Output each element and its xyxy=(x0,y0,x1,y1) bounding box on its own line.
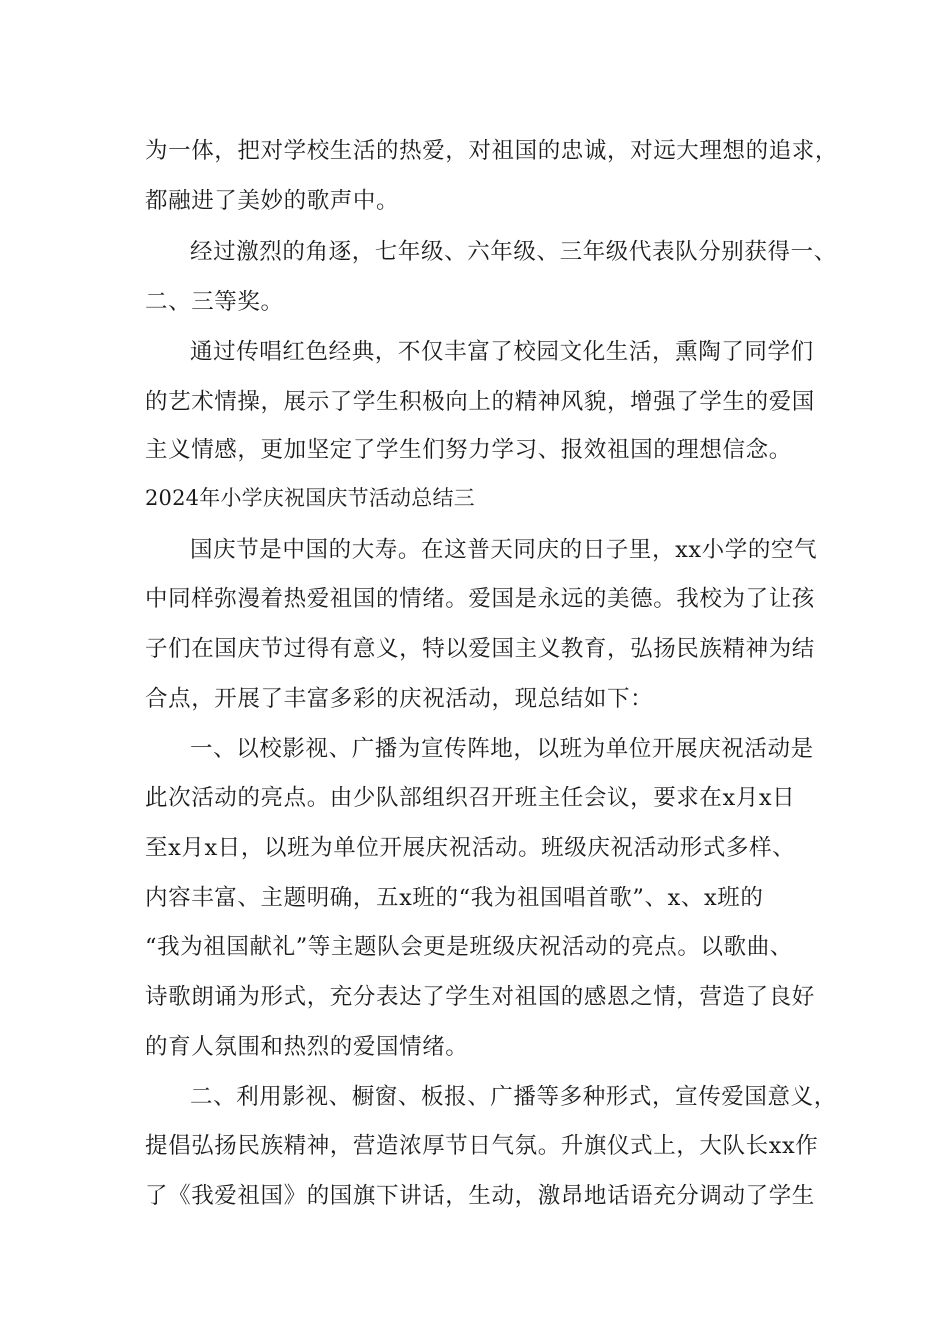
text-line: 合点，开展了丰富多彩的庆祝活动，现总结如下： xyxy=(145,686,654,712)
text-line: 主义情感，更加坚定了学生们努力学习、报效祖国的理想信念。 xyxy=(145,437,792,463)
text-line: 了《我爱祖国》的国旗下讲话，生动，激昂地话语充分调动了学生 xyxy=(145,1183,815,1209)
text-line: 内容丰富、主题明确，五x班的“我为祖国唱首歌”、x、x班的 xyxy=(145,885,764,911)
text-line: 经过激烈的角逐，七年级、六年级、三年级代表队分别获得一、 xyxy=(190,239,837,265)
text-line: 通过传唱红色经典，不仅丰富了校园文化生活，熏陶了同学们 xyxy=(190,339,814,365)
text-line: 子们在国庆节过得有意义，特以爱国主义教育，弘扬民族精神为结 xyxy=(145,636,815,662)
text-line: 为一体，把对学校生活的热爱，对祖国的忠诚，对远大理想的追求， xyxy=(145,138,839,164)
text-line: “我为祖国献礼”等主题队会更是班级庆祝活动的亮点。以歌曲、 xyxy=(145,934,793,960)
text-line: 的育人氛围和热烈的爱国情绪。 xyxy=(145,1034,469,1060)
text-line: 二、利用影视、橱窗、板报、广播等多种形式，宣传爱国意义， xyxy=(190,1084,837,1110)
text-line: 中同样弥漫着热爱祖国的情绪。爱国是永远的美德。我校为了让孩 xyxy=(145,586,815,612)
text-line: 的艺术情操，展示了学生积极向上的精神风貌，增强了学生的爱国 xyxy=(145,389,815,415)
text-line: 此次活动的亮点。由少队部组织召开班主任会议，要求在x月x日 xyxy=(145,785,796,811)
text-line: 提倡弘扬民族精神，营造浓厚节日气氛。升旗仪式上，大队长xx作 xyxy=(145,1133,819,1159)
text-line: 二、三等奖。 xyxy=(145,289,284,315)
text-line: 一、以校影视、广播为宣传阵地，以班为单位开展庆祝活动是 xyxy=(190,736,814,762)
text-line: 至x月x日，以班为单位开展庆祝活动。班级庆祝活动形式多样、 xyxy=(145,835,796,861)
section-heading: 2024年小学庆祝国庆节活动总结三 xyxy=(145,486,475,510)
text-line: 都融进了美妙的歌声中。 xyxy=(145,188,400,214)
text-line: 国庆节是中国的大寿。在这普天同庆的日子里，xx小学的空气 xyxy=(190,537,818,563)
text-line: 诗歌朗诵为形式，充分表达了学生对祖国的感恩之情，营造了良好 xyxy=(145,984,815,1010)
